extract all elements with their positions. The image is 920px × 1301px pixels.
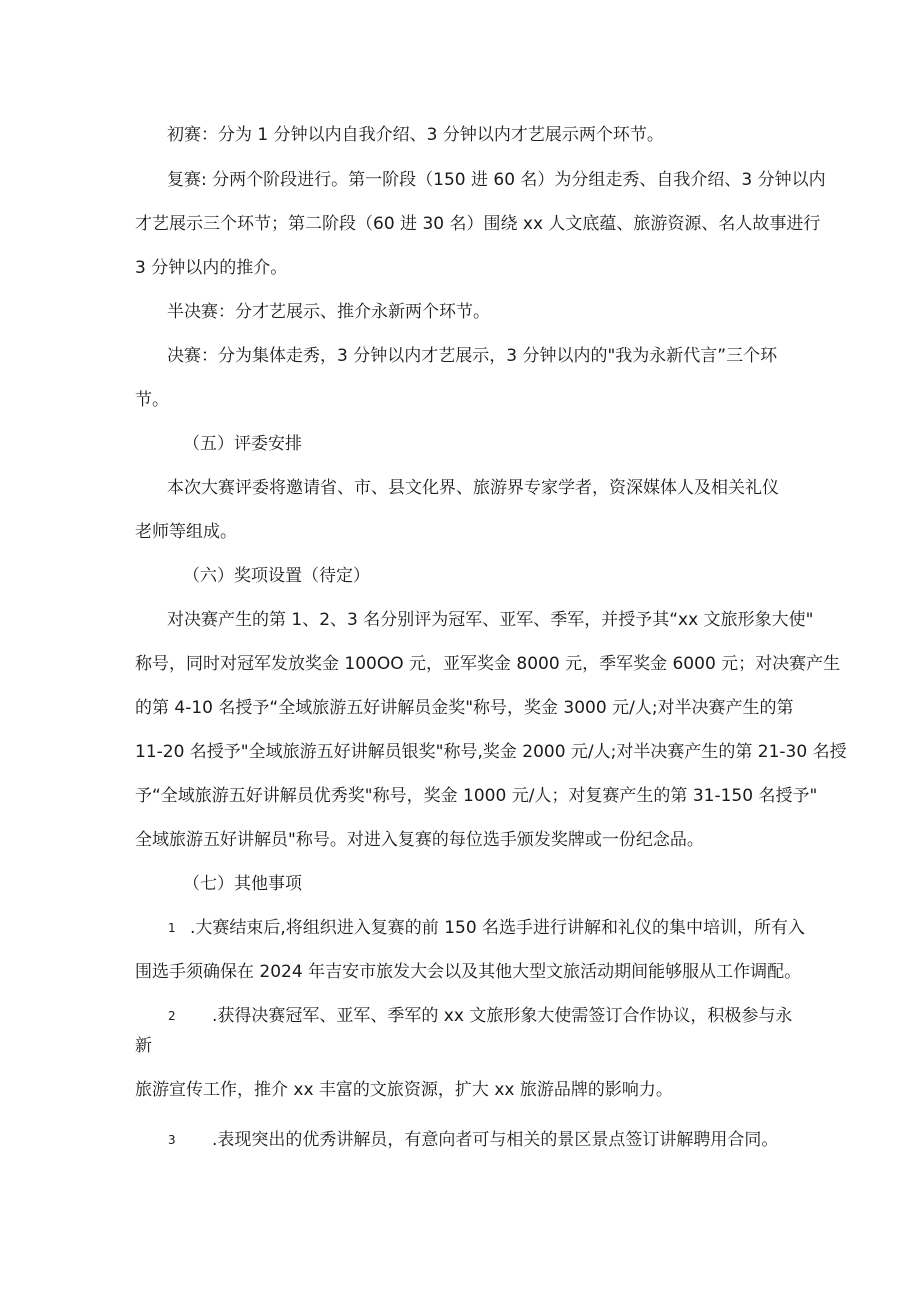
item-1-line-2: 围选手须确保在 2024 年吉安市旅发大会以及其他大型文旅活动期间能够服从工作调配。: [135, 962, 802, 982]
item-2-line-3: 旅游宣传工作，推介 xx 丰富的文旅资源，扩大 xx 旅游品牌的影响力。: [135, 1080, 673, 1100]
item-3-number: 3: [168, 1133, 176, 1147]
item-2-line-1: .获得决赛冠军、亚军、季军的 xx 文旅形象大使需签订合作协议，积极参与永: [212, 1006, 793, 1026]
item-3-line-1: .表现突出的优秀讲解员，有意向者可与相关的景区景点签订讲解聘用合同。: [212, 1130, 779, 1150]
final-line-1: 决赛：分为集体走秀，3 分钟以内才艺展示，3 分钟以内的"我为永新代言”三个环: [167, 346, 778, 366]
judges-line-1: 本次大赛评委将邀请省、市、县文化界、旅游界专家学者，资深媒体人及相关礼仪: [167, 478, 779, 498]
preliminary-paragraph: 初赛：分为 1 分钟以内自我介绍、3 分钟以内才艺展示两个环节。: [167, 125, 664, 145]
semifinal-paragraph: 半决赛：分才艺展示、推介永新两个环节。: [167, 302, 490, 322]
awards-line-4: 11-20 名授予"全域旅游五好讲解员银奖"称号,奖金 2000 元/人;对半决赛产生的第 21-30 名授: [135, 742, 847, 762]
item-1-number: 1: [168, 921, 176, 935]
judges-line-2: 老师等组成。: [135, 522, 237, 542]
rematch-line-1: 复赛: 分两个阶段进行。第一阶段（150 进 60 名）为分组走秀、自我介绍、3 分钟以内: [167, 170, 826, 190]
awards-line-6: 全域旅游五好讲解员"称号。对进入复赛的每位选手颁发奖牌或一份纪念品。: [135, 830, 704, 850]
item-2-number: 2: [168, 1009, 176, 1023]
item-2-line-2: 新: [135, 1036, 152, 1056]
awards-line-2: 称号，同时对冠军发放奖金 100OO 元，亚军奖金 8000 元，季军奖金 6000 元；对决赛产生: [135, 654, 841, 674]
awards-heading: （六）奖项设置（待定）: [183, 566, 370, 586]
rematch-line-2: 才艺展示三个环节；第二阶段（60 进 30 名）围绕 xx 人文底蕴、旅游资源、名人故事进行: [135, 214, 821, 234]
judges-heading: （五）评委安排: [183, 434, 302, 454]
rematch-line-3: 3 分钟以内的推介。: [135, 258, 288, 278]
awards-line-3: 的第 4-10 名授予“全域旅游五好讲解员金奖"称号，奖金 3000 元/人;对半决赛产生的第: [135, 698, 794, 718]
other-heading: （七）其他事项: [183, 874, 302, 894]
final-line-2: 节。: [135, 390, 169, 410]
awards-line-5: 予“全域旅游五好讲解员优秀奖"称号，奖金 1000 元/人；对复赛产生的第 31-150 名授予": [135, 786, 818, 806]
item-1-line-1: .大赛结束后,将组织进入复赛的前 150 名选手进行讲解和礼仪的集中培训，所有入: [190, 918, 806, 938]
awards-line-1: 对决赛产生的第 1、2、3 名分别评为冠军、亚军、季军，并授予其“xx 文旅形象大使": [167, 610, 814, 630]
